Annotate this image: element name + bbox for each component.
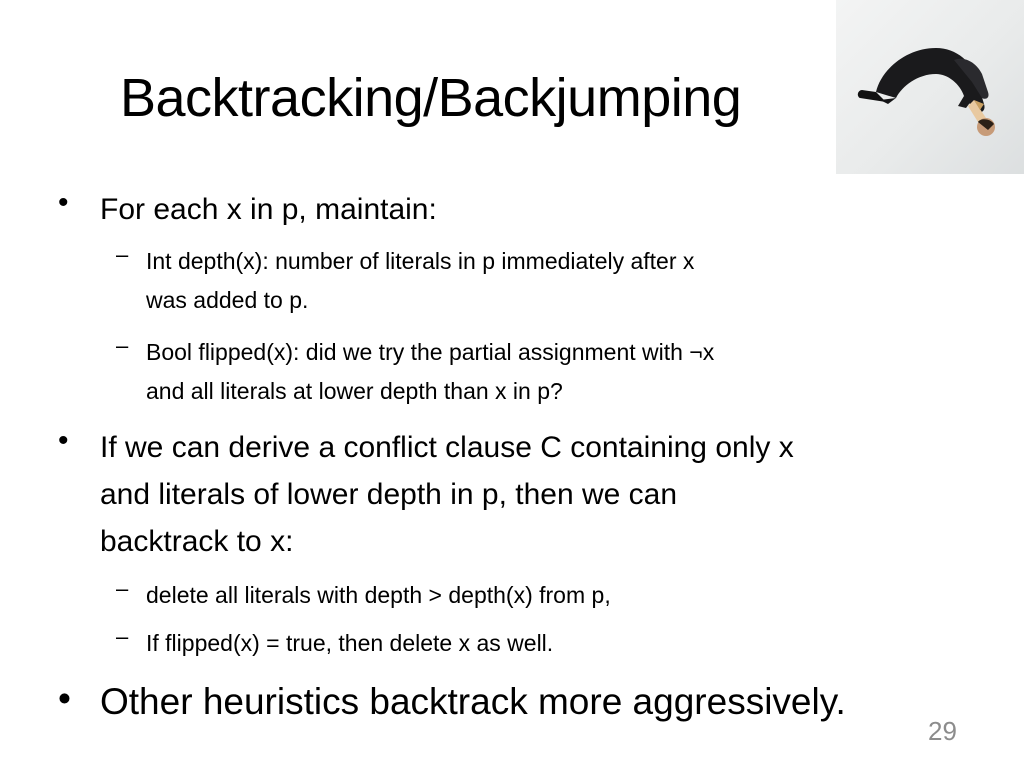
bullet-text-line: If we can derive a conflict clause C containing only x [100, 431, 794, 464]
bullet-text: For each x in p, maintain: [100, 193, 437, 226]
bullet-marker: • [58, 424, 69, 457]
bullet-text: Other heuristics backtrack more aggressively. [100, 681, 846, 722]
dash-marker: – [116, 333, 129, 358]
subbullet-text-line: was added to p. [146, 287, 309, 313]
bullet-text-line: backtrack to x: [100, 525, 294, 558]
dash-marker: – [116, 242, 129, 267]
bullet-marker: • [58, 678, 71, 719]
subbullet-text-line: Int depth(x): number of literals in p immediately after x [146, 248, 695, 274]
slide-title: Backtracking/Backjumping [120, 68, 742, 128]
bullet-marker: • [58, 186, 69, 219]
bullet-text-line: and literals of lower depth in p, then we can [100, 478, 678, 511]
page-number: 29 [928, 716, 957, 746]
dash-marker: – [116, 576, 129, 601]
subbullet-text-line: and all literals at lower depth than x in p? [146, 378, 563, 404]
subbullet-text-line: delete all literals with depth > depth(x) from p, [146, 582, 611, 608]
subbullet-text-line: If flipped(x) = true, then delete x as well. [146, 630, 554, 656]
dash-marker: – [116, 624, 129, 649]
subbullet-text-line: Bool flipped(x): did we try the partial assignment with ¬x [146, 339, 715, 365]
